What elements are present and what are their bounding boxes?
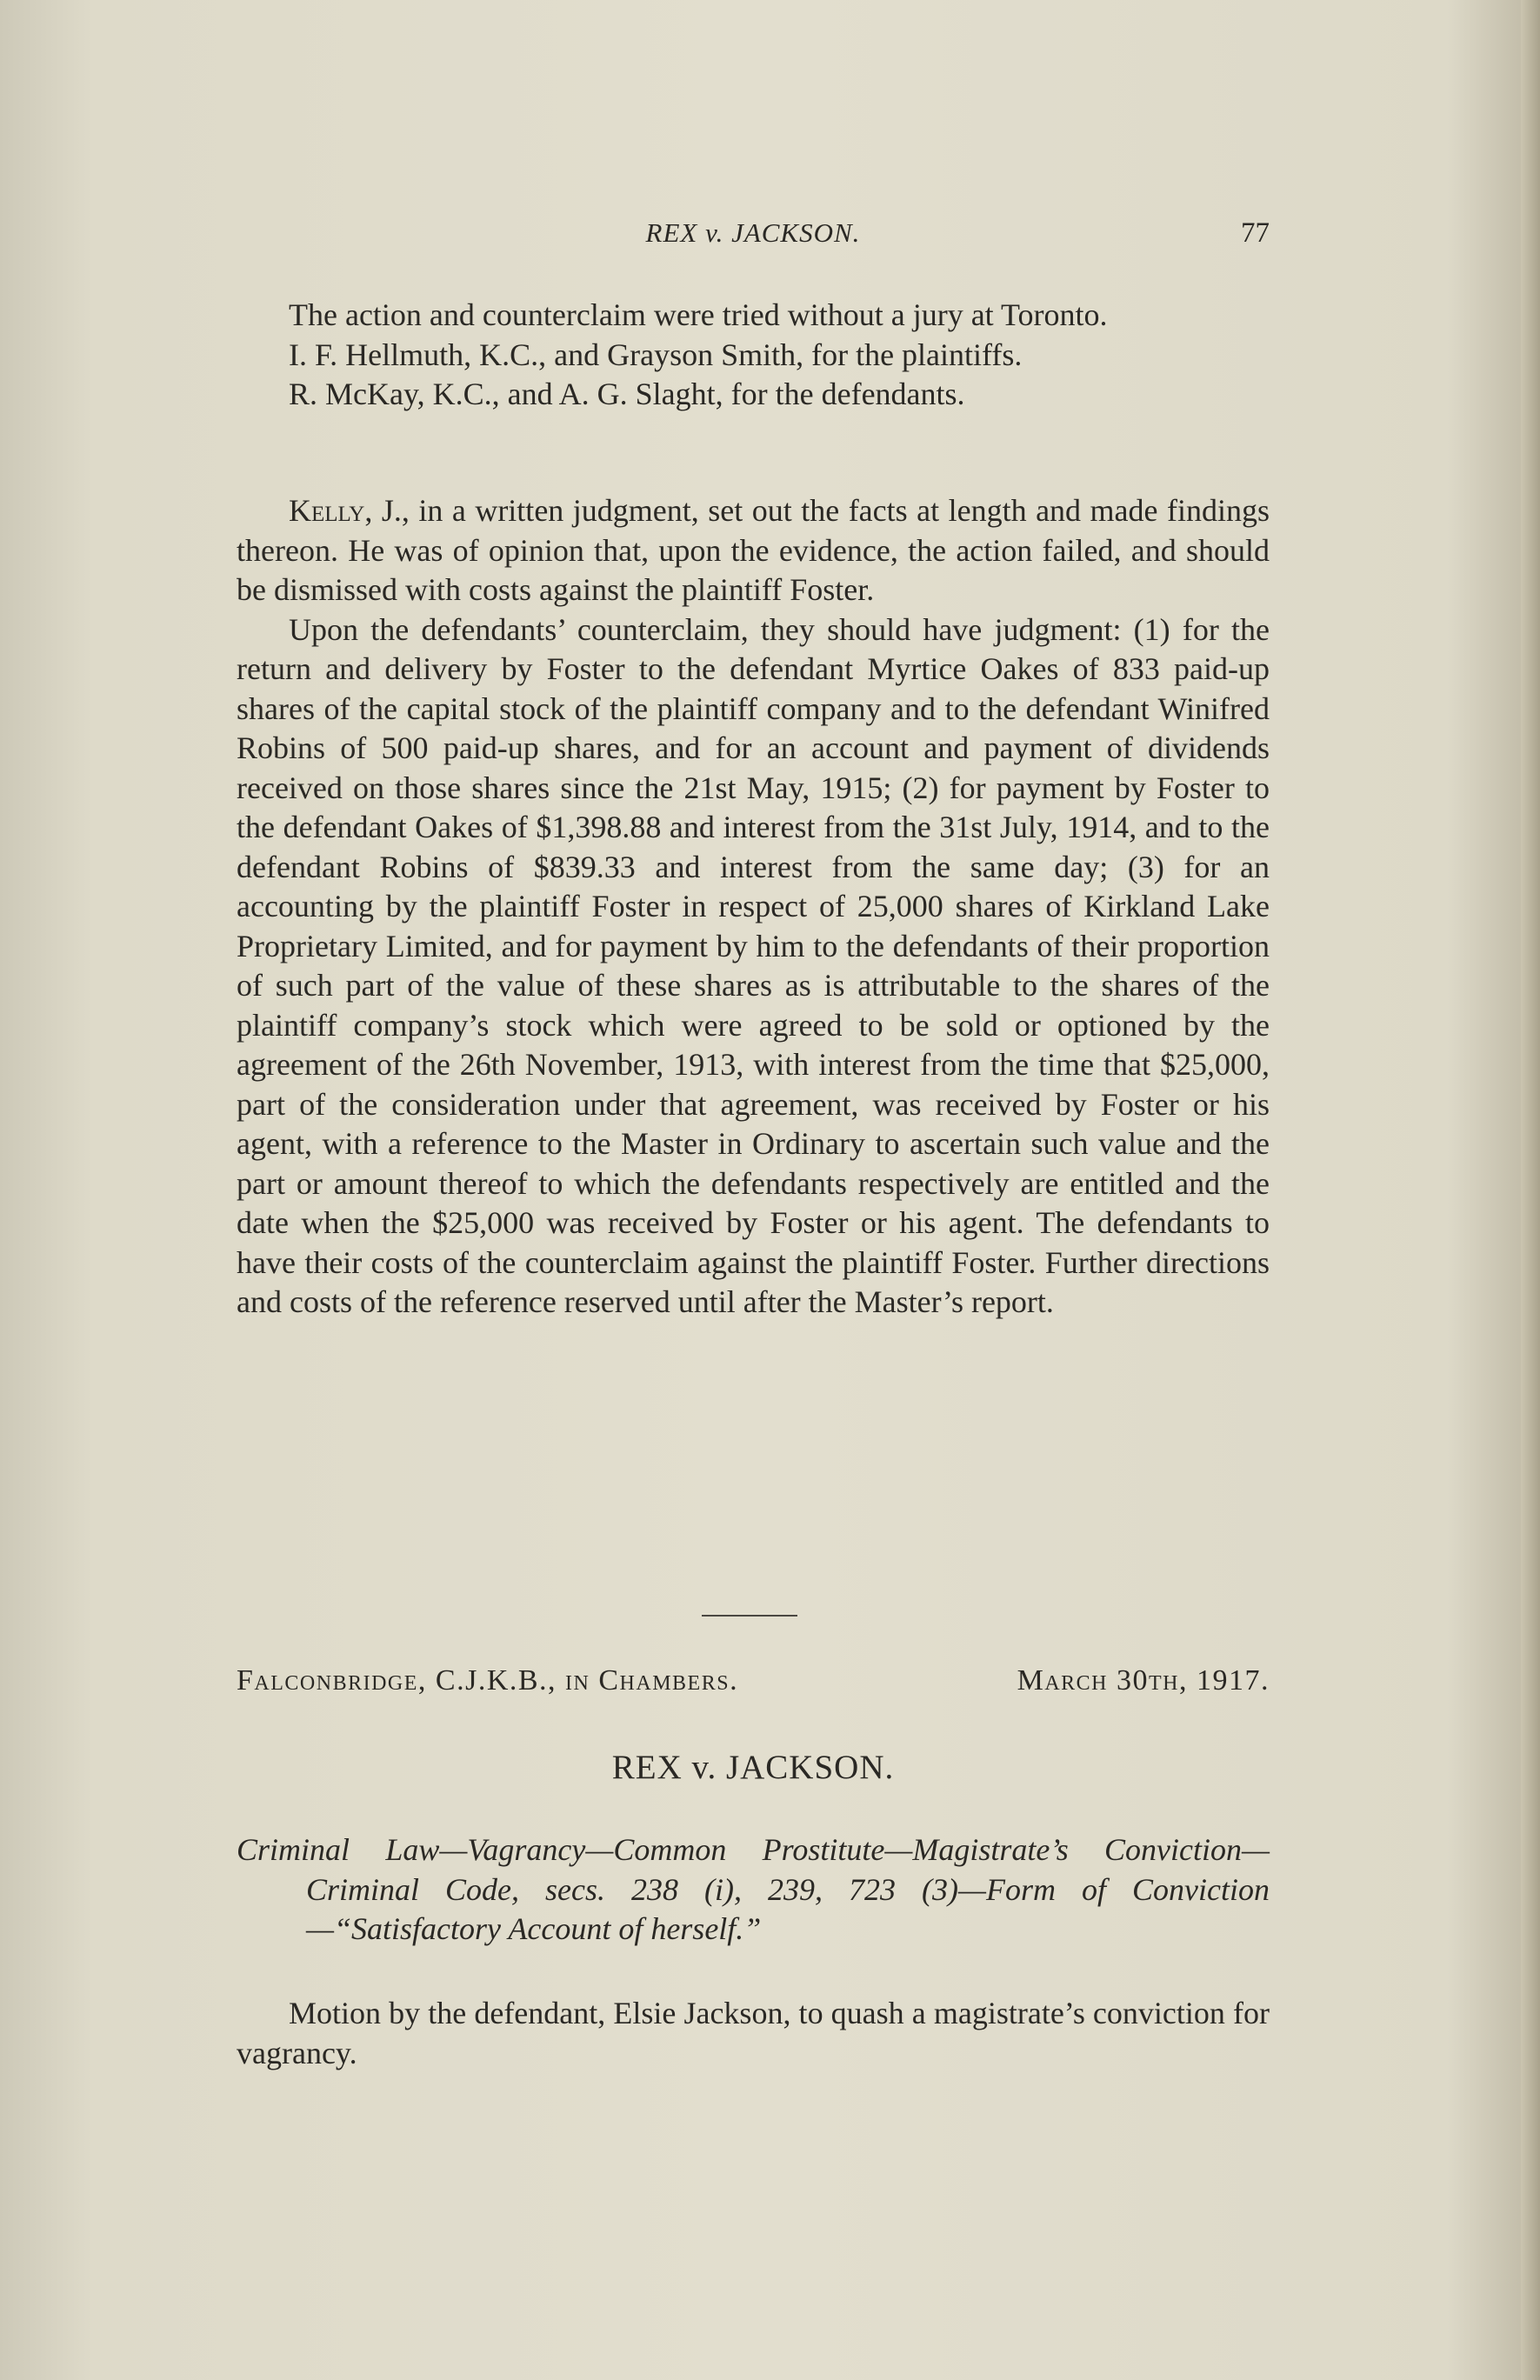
section-divider: [702, 1615, 797, 1617]
headnote-block: [237, 1830, 1270, 1950]
motion-block: [237, 1994, 1270, 2073]
decision-date: March 30th, 1917.: [1017, 1664, 1270, 1697]
page-number: 77: [1241, 217, 1270, 249]
court-line: [237, 1661, 1270, 1701]
headnote: Criminal Law—Vagrancy—Common Prostitute—Magistrate’s Conviction—Criminal Code, secs. 238 (i), 239, 723 (3)—Form of Conviction—“Satisfactory Account of herself.”: [237, 1832, 1270, 1946]
running-head: [237, 217, 1270, 252]
page-edge: [1521, 0, 1540, 2380]
case-title: REX v. JACKSON.: [611, 1749, 895, 1786]
judgment-paragraph-1: [237, 491, 1270, 610]
case-title-block: [237, 1748, 1270, 1788]
judgment-paragraph-1-text: , J., in a written judgment, set out the facts at length and made findings thereon. He was of opinion that, upon the evidence, the action failed, and should be dismissed with costs against the plaintiff Foster.: [237, 493, 1270, 607]
running-title: REX v. JACKSON.: [645, 217, 861, 248]
judgment-paragraph-2: Upon the defendants’ counterclaim, they should have judgment: (1) for the return and delivery by Foster to the defendant Myrtice Oakes of 833 paid-up shares of the capital stock of the plaintiff company and to the defendant Winifred Robins of 500 paid-up shares, and for an account and payment of dividends received on those shares since the 21st May, 1915; (2) for payment by Foster to the defendant Oakes of $1,398.88 and interest from the 31st July, 1914, and to the defendant Robins of $839.33 and interest from the same day; (3) for an accounting by the plaintiff Foster in respect of 25,000 shares of Kirkland Lake Proprietary Limited, and for payment by him to the defendants of their proportion of such part of the value of these shares as is attributable to the shares of the plaintiff company’s stock which were agreed to be sold or optioned by the agreement of the 26th November, 1913, with interest from the time that $25,000, part of the consideration under that agreement, was received by Foster or his agent, with a reference to the Master in Ordinary to ascertain such value and the part or amount thereof to which the defendants respectively are entitled and the date when the $25,000 was received by Foster or his agent. The defendants to have their costs of the counterclaim against the plaintiff Foster. Further directions and costs of the reference reserved until after the Master’s report.: [237, 611, 1270, 1319]
trial-paragraph: The action and counterclaim were tried without a jury at Toronto.: [289, 297, 1108, 332]
counsel-plaintiffs: I. F. Hellmuth, K.C., and Grayson Smith, for the plaintiffs.: [289, 337, 1023, 372]
motion-paragraph: Motion by the defendant, Elsie Jackson, to quash a magistrate’s conviction for vagrancy.: [237, 1996, 1270, 2070]
trial-section: [237, 296, 1270, 415]
judgment-section: [237, 491, 1270, 1323]
court-name: Falconbridge, C.J.K.B., in Chambers.: [237, 1664, 739, 1697]
judge-name: Kelly: [289, 493, 365, 528]
counsel-defendants: R. McKay, K.C., and A. G. Slaght, for the defendants.: [289, 377, 965, 411]
